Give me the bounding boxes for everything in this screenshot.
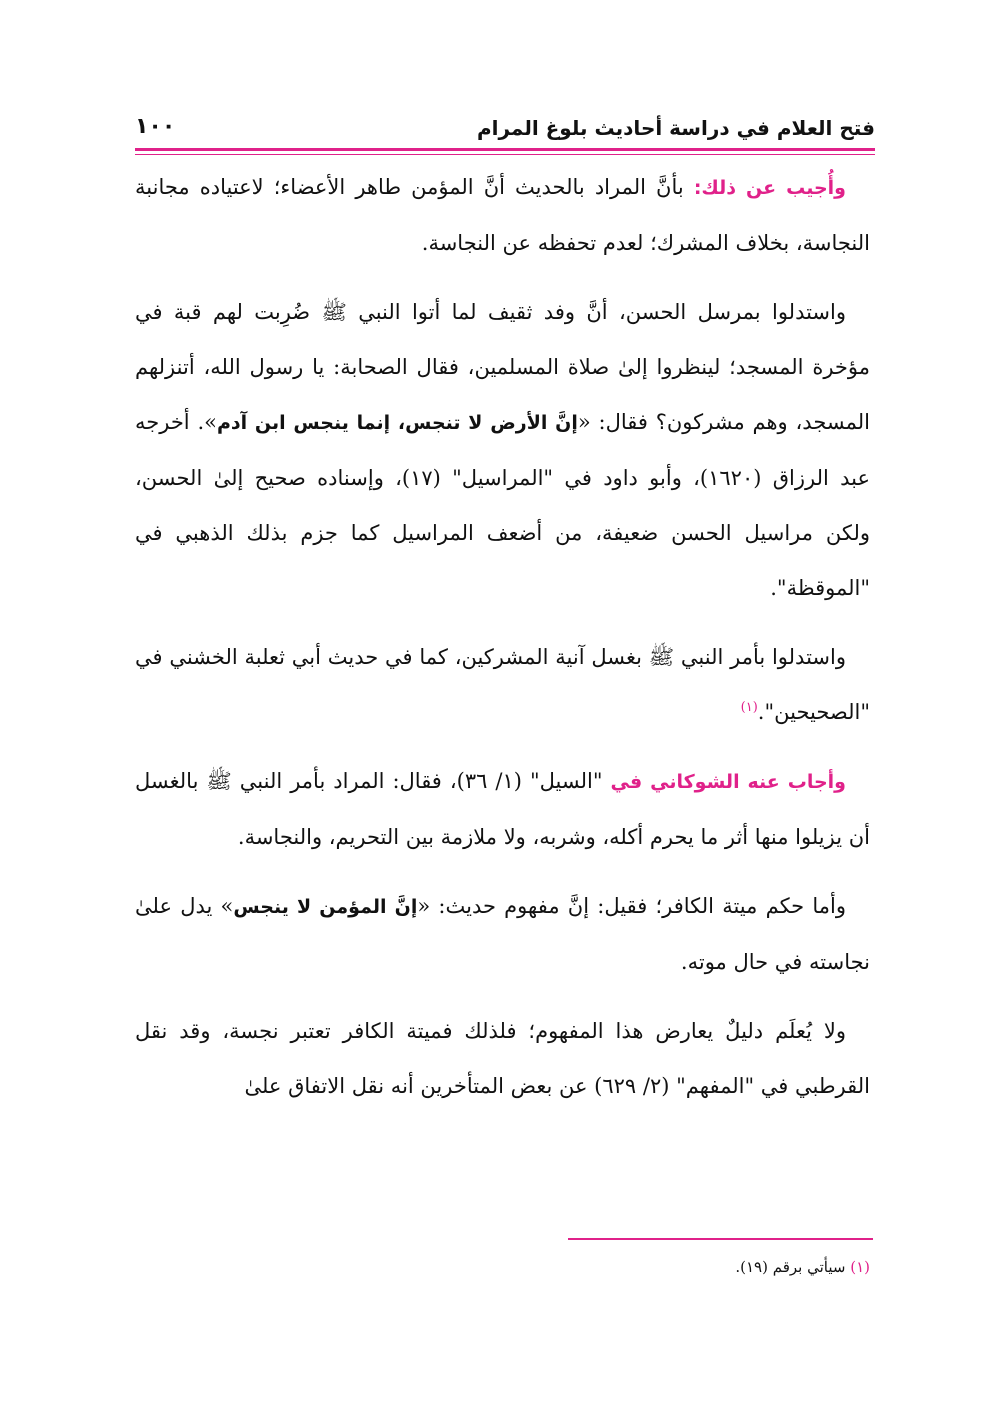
reply-heading: وأجاب عنه الشوكاني في <box>610 771 846 793</box>
running-header <box>135 114 875 146</box>
footnote-number: (١) <box>850 1258 870 1276</box>
paragraph-text: واستدلوا بأمر النبي ﷺ بغسل آنية المشركين، كما في حديث أبي ثعلبة الخشني في "الصحيحين". <box>135 645 870 724</box>
header-rule-thin <box>135 154 875 155</box>
header-rule-thick <box>135 148 875 151</box>
paragraph-text: وأما حكم ميتة الكافر؛ فقيل: إنَّ مفهوم حديث: « <box>417 894 847 918</box>
paragraph-text: بأنَّ المراد بالحديث أنَّ المؤمن طاهر الأعضاء؛ لاعتياده مجانبة النجاسة، بخلاف المشرك؛ لعدم تحفظه عن النجاسة. <box>135 175 870 255</box>
reply-heading: وأُجيب عن ذلك: <box>693 177 846 199</box>
hadith-quote: إنَّ المؤمن لا ينجس <box>233 896 418 918</box>
paragraph-text: ». أخرجه عبد الرزاق (١٦٢٠)، وأبو داود في "المراسيل" (١٧)، وإسناده صحيح إلىٰ الحسن، ولكن مراسيل الحسن ضعيفة، من أضعف المراسيل كما جزم بذلك الذهبي في "الموقظة". <box>135 410 870 600</box>
main-text <box>135 160 870 1128</box>
paragraph-text: ولا يُعلَم دليلٌ يعارض هذا المفهوم؛ فلذلك فميتة الكافر تعتبر نجسة، وقد نقل القرطبي في "المفهم" (٢/ ٦٢٩) عن بعض المتأخرين أنه نقل الاتفاق علىٰ <box>135 1019 870 1098</box>
hadith-quote: إنَّ الأرض لا تنجس، إنما ينجس ابن آدم <box>216 412 578 434</box>
footnote <box>135 1254 870 1280</box>
paragraph-text: واستدلوا بمرسل الحسن، أنَّ وفد ثقيف لما أتوا النبي ﷺ ضُرِبت لهم قبة في مؤخرة المسجد؛ لينظروا إلىٰ صلاة المسلمين، فقال الصحابة: يا رسول الله، أتنزلهم المسجد، وهم مشركون؟ فقال: « <box>135 300 870 434</box>
footnote-separator <box>568 1238 873 1240</box>
paragraph-qurtubi <box>135 1004 870 1114</box>
paragraph-shawkani-reply <box>135 754 870 865</box>
footnote-reference[interactable]: (١) <box>740 700 758 715</box>
paragraph-washing-vessels <box>135 630 870 740</box>
paragraph-dead-disbeliever <box>135 879 870 990</box>
page-number: ١٠٠ <box>135 114 176 139</box>
book-title: فتح العلام في دراسة أحاديث بلوغ المرام <box>476 116 875 140</box>
footnote-text: سيأتي برقم (١٩). <box>735 1258 846 1276</box>
paragraph-mursal-hasan <box>135 285 870 616</box>
paragraph-text: "السيل" (١/ ٣٦)، فقال: المراد بأمر النبي ﷺ بالغسل أن يزيلوا منها أثر ما يحرم أكله، وشربه، ولا ملازمة بين التحريم، والنجاسة. <box>135 769 870 849</box>
paragraph-reply <box>135 160 870 271</box>
paragraph-text: » يدل علىٰ نجاسته في حال موته. <box>135 894 870 974</box>
